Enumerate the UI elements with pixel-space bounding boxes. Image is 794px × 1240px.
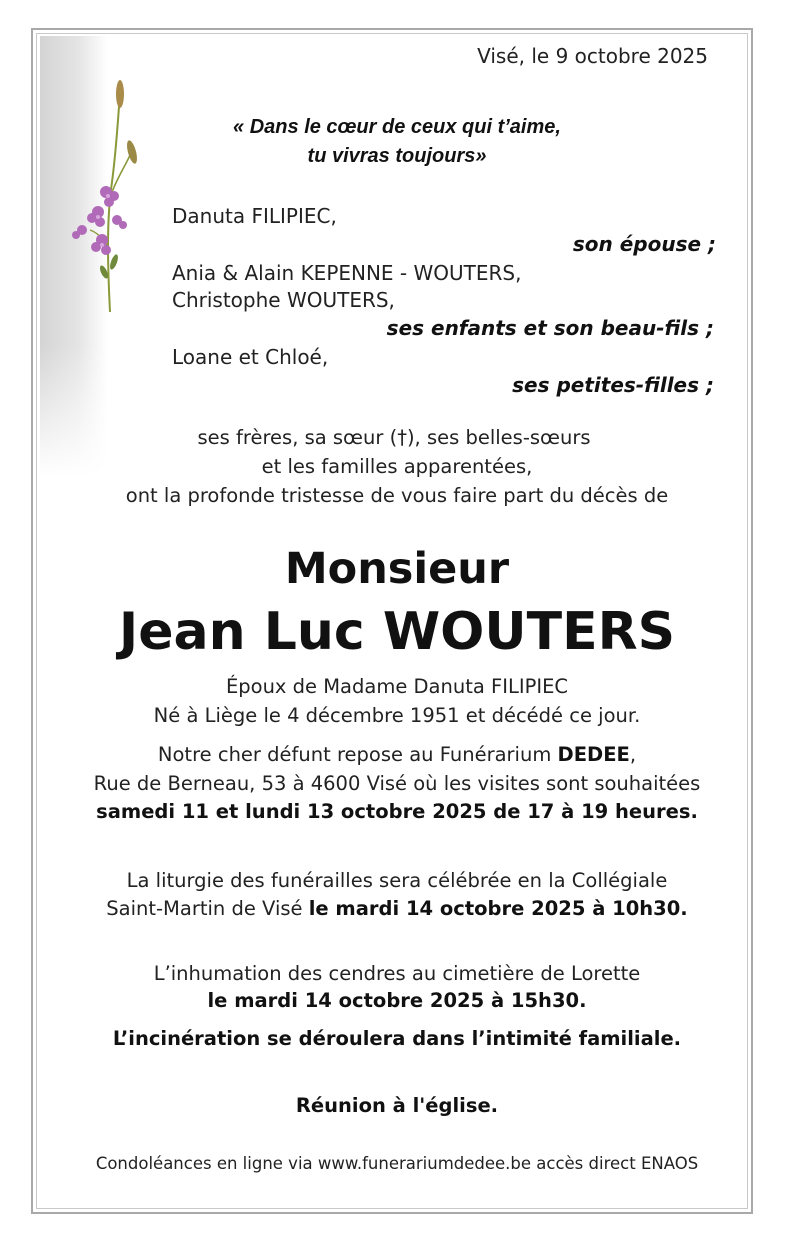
visitation-line-2: Rue de Berneau, 53 à 4600 Visé où les visites sont souhaitées	[93, 772, 701, 795]
burial-datetime: le mardi 14 octobre 2025 à 15h30.	[207, 989, 587, 1012]
deceased-name: Jean Luc WOUTERS	[118, 602, 676, 662]
visitation-line-1	[0, 743, 794, 766]
quote-line-2: tu vivras toujours»	[307, 145, 487, 167]
family-child-name-2: Christophe WOUTERS,	[172, 288, 395, 312]
family-grandchildren-relation: ses petites-filles ;	[512, 373, 714, 397]
deceased-spouse: Époux de Madame Danuta FILIPIEC	[225, 675, 569, 698]
burial-line-1: L’inhumation des cendres au cimetière de Lorette	[153, 962, 641, 985]
quote-line-1: « Dans le cœur de ceux qui t’aime,	[233, 116, 561, 138]
family-spouse-relation: son épouse ;	[572, 232, 716, 256]
liturgy-line-1: La liturgie des funérailles sera célébrée en la Collégiale	[126, 869, 668, 892]
condolences-note: Condoléances en ligne via www.funerariumdedee.be accès direct ENAOS	[95, 1154, 699, 1173]
announce-line-1: ses frères, sa sœur (†), ses belles-sœurs	[197, 426, 591, 449]
announce-line-2: et les familles apparentées,	[261, 455, 533, 478]
violet-flower-icon	[62, 72, 152, 317]
reunion-note: Réunion à l'église.	[295, 1094, 499, 1117]
announce-line-3: ont la profonde tristesse de vous faire part du décès de	[125, 484, 669, 507]
family-child-name-1: Ania & Alain KEPENNE - WOUTERS,	[172, 261, 522, 285]
visitation-times: samedi 11 et lundi 13 octobre 2025 de 17 à 19 heures.	[96, 800, 698, 823]
family-spouse-name: Danuta FILIPIEC,	[172, 204, 337, 228]
deceased-title: Monsieur	[284, 544, 510, 594]
liturgy-datetime: le mardi 14 octobre 2025 à 10h30.	[308, 897, 688, 920]
visitation-prefix: Notre cher défunt repose au Funérarium	[157, 743, 558, 766]
family-children-relation: ses enfants et son beau-fils ;	[386, 316, 714, 340]
liturgy-place: Saint-Martin de Visé	[106, 897, 309, 920]
place-date: Visé, le 9 octobre 2025	[477, 44, 708, 68]
funeral-home-name: DEDEE	[557, 743, 630, 766]
liturgy-line-2	[0, 897, 794, 920]
deceased-dates: Né à Liège le 4 décembre 1951 et décédé ce jour.	[153, 704, 641, 727]
visitation-suffix: ,	[629, 743, 637, 766]
family-grandchildren-name: Loane et Chloé,	[172, 345, 329, 369]
incineration-note: L’incinération se déroulera dans l’intimité familiale.	[112, 1027, 682, 1050]
